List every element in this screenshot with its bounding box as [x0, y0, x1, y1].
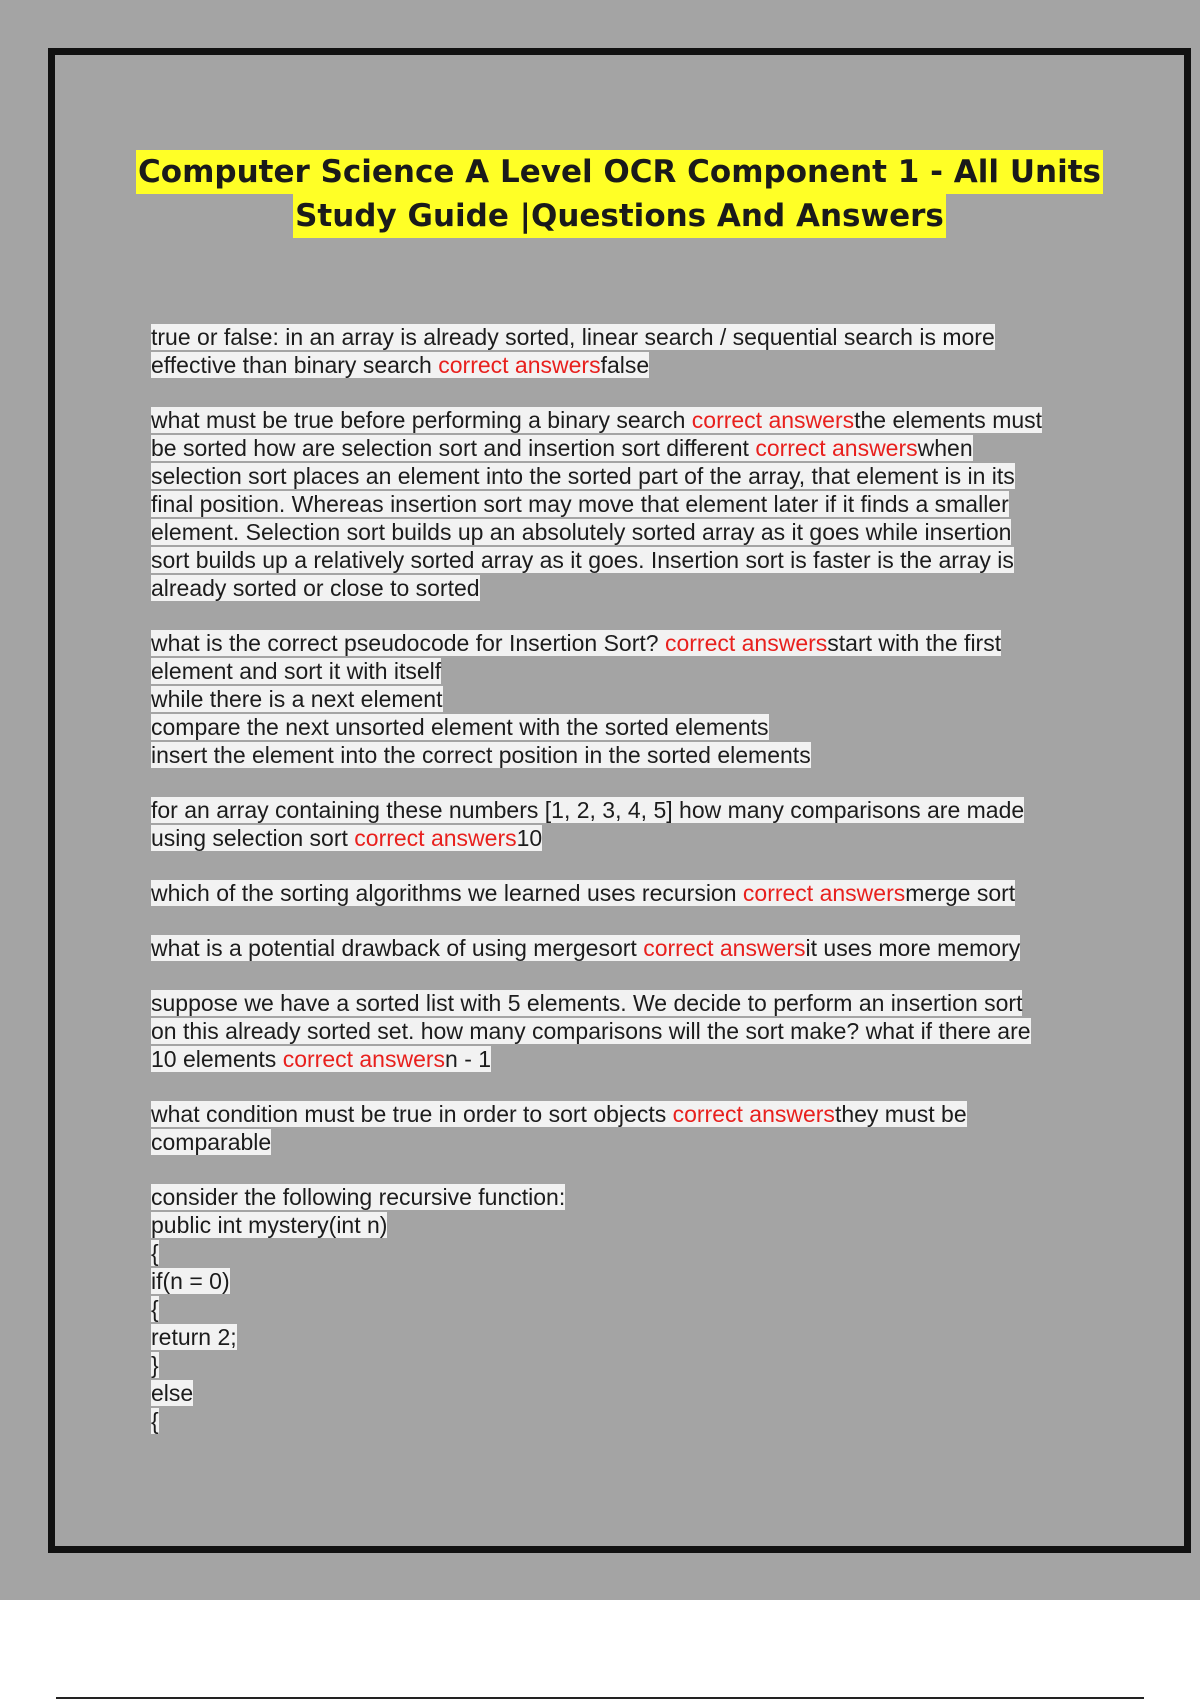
text-line: [151, 824, 1141, 852]
line-text: consider the following recursive function:: [151, 1184, 566, 1210]
highlighted-text: [151, 519, 1011, 545]
highlighted-text: [151, 1101, 967, 1127]
highlighted-text: [151, 797, 1024, 823]
highlighted-text: [151, 1296, 159, 1322]
highlighted-text: [151, 1408, 159, 1434]
qa-block: [151, 989, 1141, 1073]
line-text: suppose we have a sorted list with 5 elements. We decide to perform an insertion sort: [151, 990, 1023, 1016]
highlighted-text: [151, 407, 1042, 433]
line-text: what condition must be true in order to sort objects: [151, 1101, 673, 1127]
line-text: public int mystery(int n): [151, 1212, 388, 1238]
text-line: [151, 1211, 1141, 1239]
highlighted-text: [151, 491, 1009, 517]
line-text: for an array containing these numbers [1, 2, 3, 4, 5] how many comparisons are made: [151, 797, 1025, 823]
highlighted-text: [151, 1212, 387, 1238]
code-snippet-block: [151, 1183, 1141, 1435]
highlighted-text: [151, 1018, 1031, 1044]
line-text: {: [151, 1240, 159, 1266]
line-text: selection sort places an element into the sorted part of the array, that element is in its: [151, 463, 1015, 489]
line-text: final position. Whereas insertion sort may move that element later if it finds a smaller: [151, 491, 1009, 517]
document-frame: [48, 48, 1191, 1553]
text-line: [151, 1295, 1141, 1323]
qa-block: [151, 406, 1141, 602]
highlighted-text: [151, 1046, 491, 1072]
correct-answers-marker: correct answers: [755, 435, 918, 461]
text-line: [151, 1045, 1141, 1073]
line-text: {: [151, 1408, 159, 1434]
text-line: [151, 574, 1141, 602]
highlighted-text: [151, 935, 1020, 961]
qa-block: [151, 323, 1141, 379]
text-line: [151, 1379, 1141, 1407]
qa-block: [151, 879, 1141, 907]
answer-text: when: [917, 435, 973, 461]
highlighted-text: [151, 714, 769, 740]
text-line: [151, 685, 1141, 713]
text-line: [151, 1323, 1141, 1351]
text-line: [151, 1100, 1141, 1128]
highlighted-text: [151, 1129, 271, 1155]
highlighted-text: [151, 1240, 159, 1266]
answer-text: 10: [516, 825, 543, 851]
highlighted-text: [151, 547, 1014, 573]
correct-answers-marker: correct answers: [664, 630, 828, 656]
highlighted-text: [151, 1352, 159, 1378]
correct-answers-marker: correct answers: [672, 1101, 835, 1127]
highlighted-text: [151, 686, 443, 712]
line-text: already sorted or close to sorted: [151, 575, 480, 601]
line-text: compare the next unsorted element with the sorted elements: [151, 714, 769, 740]
text-line: [151, 546, 1141, 574]
qa-block: [151, 934, 1141, 962]
line-text: what is the correct pseudocode for Insertion Sort?: [151, 630, 665, 656]
qa-block: [151, 629, 1141, 769]
text-line: [151, 989, 1141, 1017]
line-text: 10 elements: [151, 1046, 283, 1072]
text-line: [151, 406, 1141, 434]
line-text: which of the sorting algorithms we learned uses recursion: [151, 880, 743, 906]
line-text: else: [151, 1380, 194, 1406]
line-text: sort builds up a relatively sorted array as it goes. Insertion sort is faster is the array is: [151, 547, 1014, 573]
line-text: while there is a next element: [151, 686, 443, 712]
text-line: [151, 1128, 1141, 1156]
highlighted-text: [151, 1268, 230, 1294]
text-line: [151, 1239, 1141, 1267]
line-text: true or false: in an array is already sorted, linear search / sequential search is more: [151, 324, 995, 350]
highlighted-text: [151, 463, 1015, 489]
correct-answers-marker: correct answers: [438, 352, 601, 378]
answer-text: they must be: [834, 1101, 967, 1127]
text-line: [151, 434, 1141, 462]
correct-answers-marker: correct answers: [643, 935, 806, 961]
text-line: [151, 490, 1141, 518]
qa-block: [151, 796, 1141, 852]
highlighted-text: [151, 880, 1015, 906]
text-line: [151, 796, 1141, 824]
line-text: comparable: [151, 1129, 272, 1155]
line-text: effective than binary search: [151, 352, 439, 378]
correct-answers-marker: correct answers: [282, 1046, 446, 1072]
text-line: [151, 713, 1141, 741]
line-text: if(n = 0): [151, 1268, 230, 1294]
text-line: [151, 934, 1141, 962]
highlighted-text: [151, 1324, 237, 1350]
answer-text: it uses more memory: [805, 935, 1021, 961]
text-line: [151, 462, 1141, 490]
answer-text: merge sort: [905, 880, 1016, 906]
title-line-2: Study Guide |Questions And Answers: [293, 194, 946, 238]
qa-block: [151, 1100, 1141, 1156]
line-text: return 2;: [151, 1324, 237, 1350]
text-line: [151, 1017, 1141, 1045]
line-text: }: [151, 1352, 159, 1378]
highlighted-text: [151, 658, 441, 684]
document-title: [55, 150, 1184, 238]
text-line: [151, 741, 1141, 769]
highlighted-text: [151, 1380, 193, 1406]
answer-text: n - 1: [445, 1046, 492, 1072]
text-line: [151, 879, 1141, 907]
highlighted-text: [151, 990, 1022, 1016]
text-line: [151, 323, 1141, 351]
line-text: be sorted how are selection sort and insertion sort different: [151, 435, 756, 461]
text-line: [151, 1407, 1141, 1435]
text-line: [151, 1351, 1141, 1379]
highlighted-text: [151, 1184, 565, 1210]
text-line: [151, 1267, 1141, 1295]
line-text: what must be true before performing a binary search: [151, 407, 692, 433]
text-line: [151, 518, 1141, 546]
text-line: [151, 657, 1141, 685]
text-line: [151, 629, 1141, 657]
answer-text: false: [600, 352, 650, 378]
correct-answers-marker: correct answers: [354, 825, 517, 851]
line-text: on this already sorted set. how many comparisons will the sort make? what if there are: [151, 1018, 1031, 1044]
line-text: insert the element into the correct position in the sorted elements: [151, 742, 811, 768]
line-text: element and sort it with itself: [151, 658, 442, 684]
highlighted-text: [151, 742, 811, 768]
highlighted-text: [151, 352, 649, 378]
text-line: [151, 351, 1141, 379]
title-line-1: Computer Science A Level OCR Component 1 - All Units: [136, 150, 1103, 194]
answer-text: the elements must: [854, 407, 1043, 433]
highlighted-text: [151, 575, 480, 601]
highlighted-text: [151, 630, 1001, 656]
text-line: [151, 1183, 1141, 1211]
line-text: {: [151, 1296, 159, 1322]
highlighted-text: [151, 825, 542, 851]
footer-divider: [56, 1697, 1144, 1699]
line-text: element. Selection sort builds up an absolutely sorted array as it goes while insertion: [151, 519, 1012, 545]
line-text: using selection sort: [151, 825, 355, 851]
highlighted-text: [151, 324, 995, 350]
highlighted-text: [151, 435, 973, 461]
correct-answers-marker: correct answers: [691, 407, 855, 433]
question-answer-list: [151, 323, 1141, 1462]
answer-text: start with the first: [827, 630, 1002, 656]
line-text: what is a potential drawback of using mergesort: [151, 935, 644, 961]
correct-answers-marker: correct answers: [742, 880, 906, 906]
